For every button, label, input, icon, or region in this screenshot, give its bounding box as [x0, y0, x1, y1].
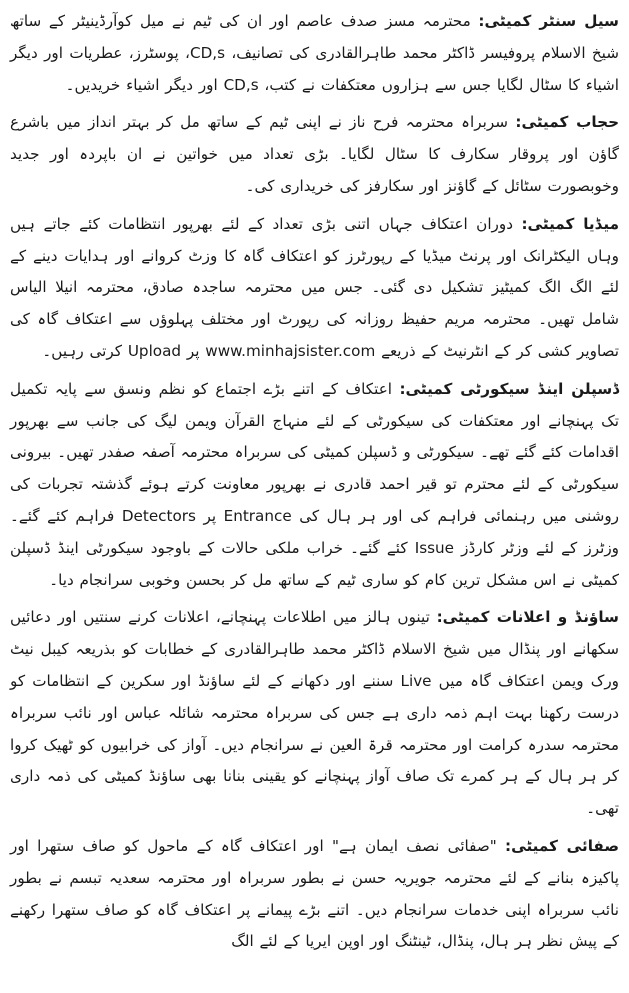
paragraph-cleanliness-committee — [10, 831, 619, 958]
paragraph-text: اعتکاف کے اتنے بڑے اجتماع کو نظم ونسق سے پایہ تکمیل تک پہنچانے اور معتکفات کی سیکورٹی کے لئے منہاج القرآن ویمن لیگ کی جانب سے بھرپور اقدامات کئے گئے تھے۔ سیکورٹی و ڈسپلن کمیٹی کی سربراہ محترمہ آصفہ صفدر تھیں۔ بیرونی سیکورٹی کے لئے محترم تو قیر احمد قادری نے بھرپور معاونت کرتے ہوئے گذشتہ تجربات کی روشنی میں رہنمائی فراہم کی اور ہر ہال کی Entrance پر Detectors فراہم کئے گئے۔ وزٹرز کے لئے وزٹر کارڈز Issue کئے گئے۔ خراب ملکی حالات کے باوجود سیکورٹی اینڈ ڈسپلن کمیٹی نے اس مشکل ترین کام کو ساری ٹیم کے ساتھ مل کر بحسن وخوبی سرانجام دیا۔ — [10, 379, 619, 589]
paragraph-sale-center-committee — [10, 6, 619, 101]
paragraph-heading: سیل سنٹر کمیٹی: — [478, 12, 619, 30]
paragraph-sound-announcements-committee — [10, 602, 619, 825]
paragraph-heading: حجاب کمیٹی: — [515, 113, 620, 132]
paragraph-text: سربراہ محترمہ فرح ناز نے اپنی ٹیم کے ساتھ مل کر بہتر انداز میں باشرع گاؤن اور پروقار سکارف کا سٹال لگایا۔ بڑی تعداد میں خواتین نے ان باپردہ اور جدید وخوبصورت سٹائل کے گاؤنز اور سکارفز کی خریداری کی۔ — [10, 113, 619, 195]
paragraph-text: تینوں ہالز میں اطلاعات پہنچانے، اعلانات کرنے سنتیں اور دعائیں سکھانے اور پنڈال میں شیخ الاسلام ڈاکٹر محمد طاہرالقادری کے خطابات کو بذریعہ کیبل نیٹ ورک ویمن اعتکاف گاہ میں Live سننے اور دکھانے کے لئے ساؤنڈ اور سکرین کے انتظامات کو درست رکھنا بہت اہم ذمہ داری ہے جس کی سربراہ محترمہ شائلہ عباس اور نائب سربراہ محترمہ سدرہ کرامت اور محترمہ قرۃ العین نے سرانجام دیں۔ آواز کی خرابیوں کو ٹھیک کروا کر ہر ہال کے ہر کمرے تک صاف آواز پہنچانے کو یقینی بنانا بھی ساؤنڈ کمیٹی کی ذمہ داری تھی۔ — [10, 608, 619, 818]
paragraph-discipline-security-committee — [10, 374, 619, 597]
paragraph-heading: صفائی کمیٹی: — [505, 836, 620, 855]
paragraph-hijab-committee — [10, 107, 619, 202]
paragraph-heading: ڈسپلن اینڈ سیکورٹی کمیٹی: — [399, 379, 619, 398]
paragraph-heading: میڈیا کمیٹی: — [521, 214, 620, 233]
paragraph-text: دوران اعتکاف جہاں اتنی بڑی تعداد کے لئے بھرپور انتظامات کئے جاتے ہیں وہاں الیکٹرانک اور پرنٹ میڈیا کے رپورٹرز کو اعتکاف گاہ کا وزٹ کروانے اور ہدایات دینے کے لئے الگ الگ کمیٹیز تشکیل دی گئی۔ جس میں محترمہ ساجدہ صادق، محترمہ انیلا الیاس شامل تھیں۔ محترمہ مریم حفیظ روزانہ کی رپورٹ اور مختلف پہلوؤں سے اعتکاف گاہ کی تصاویر کشی کر کے انٹرنیٹ کے ذریعے www.minhajsister.com پر Upload کرتی رہیں۔ — [10, 214, 619, 360]
paragraph-heading: ساؤنڈ و اعلانات کمیٹی: — [436, 608, 619, 627]
paragraph-text: محترمہ مسز صدف عاصم اور ان کی ٹیم نے میل کوآرڈینیٹر کے ساتھ شیخ الاسلام پروفیسر ڈاکٹر محمد طاہرالقادری کی تصانیف، CD,s، پوسٹرز، عطریات اور دیگر اشیاء کا سٹال لگایا جس سے ہزاروں معتکفات نے کتب، CD,s اور دیگر اشیاء خریدیں۔ — [10, 12, 619, 94]
paragraph-text: "صفائی نصف ایمان ہے" اور اعتکاف گاہ کے ماحول کو صاف ستھرا اور پاکیزہ بنانے کے لئے محترمہ جویریہ حسن نے بطور سربراہ اور محترمہ سعدیہ تبسم نے بطور نائب سربراہ اپنی خدمات سرانجام دیں۔ اتنے بڑے پیمانے پر اعتکاف گاہ کو صاف ستھرا رکھنے کے پیش نظر ہر ہال، پنڈال، ٹینٹنگ اور اوپن ایریا کے لئے الگ — [10, 836, 619, 951]
paragraph-media-committee — [10, 209, 619, 368]
